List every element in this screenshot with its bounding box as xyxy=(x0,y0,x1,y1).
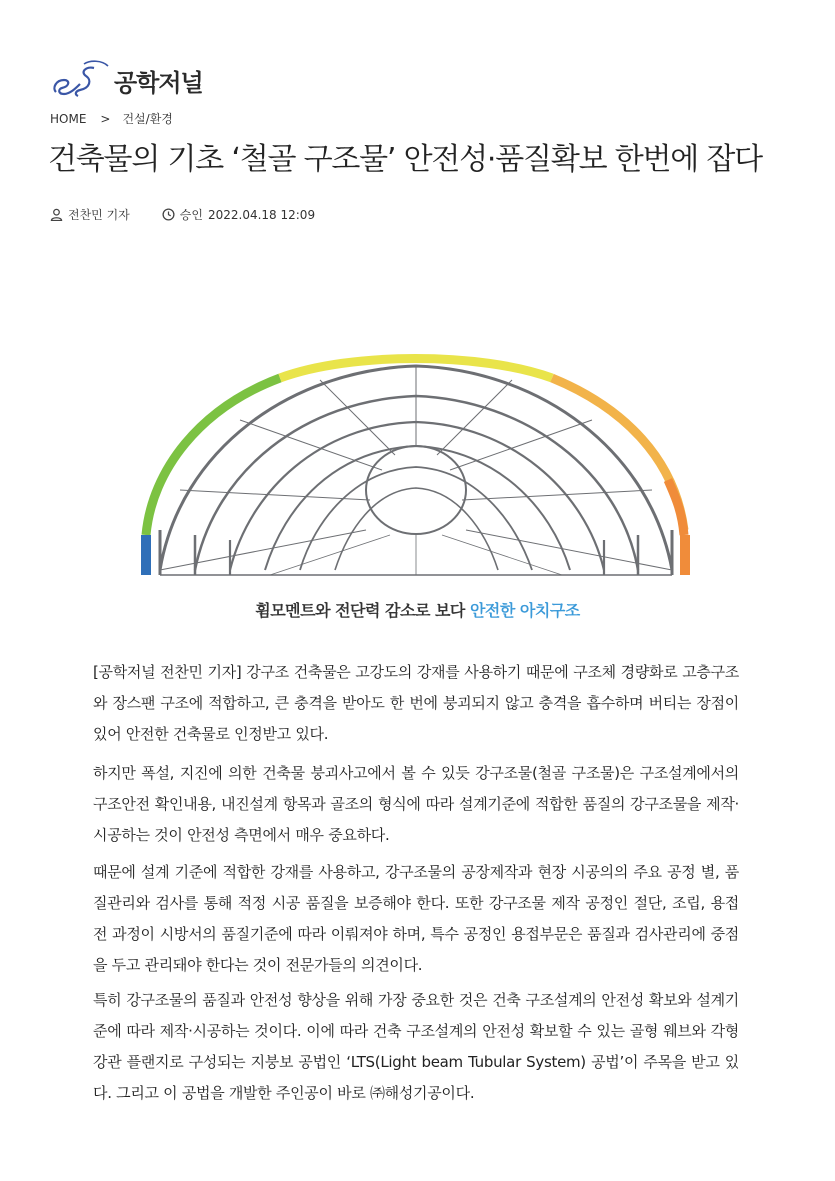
arch-base-right xyxy=(680,535,690,575)
approved-label: 승인 xyxy=(179,208,203,222)
logo-text: 공학저널 xyxy=(114,68,203,97)
article-paragraph-3: 때문에 설계 기준에 적합한 강재를 사용하고, 강구조물의 공장제작과 현장 시공의의 주요 공정 별, 품질관리와 검사를 통해 적정 시공 품질을 보증해야 한다. 또한 강구조물 제작 공정인 절단, 조립, 용접 전 과정이 시방서의 품질기준에 따라 이뤄져야 하며, 특수 공정인 용접부문은 품질과 검사관리에 중점을 두고 관리돼야 한다는 것이 전문가들의 의견이다. xyxy=(93,863,739,974)
article-paragraph-2: 하지만 폭설, 지진에 의한 건축물 붕괴사고에서 볼 수 있듯 강구조물(철골 구조물)은 구조설계에서의 구조안전 확인내용, 내진설계 항목과 골조의 형식에 따라 설계기준에 적합한 품질의 강구조물을 제작·시공하는 것이 안전성 측면에서 매우 중요하다. xyxy=(93,764,739,844)
arch-structure-image xyxy=(120,330,710,630)
page-title: 건축물의 기초 ‘철골 구조물’ 안전성·품질확보 한번에 잡다 xyxy=(48,142,762,177)
chevron-right-icon: > xyxy=(100,111,111,126)
breadcrumb-home[interactable]: HOME xyxy=(50,111,87,126)
person-icon xyxy=(50,208,63,221)
clock-icon xyxy=(162,208,175,221)
logo-mark-icon xyxy=(50,58,112,102)
caption-accent: 안전한 아치구조 xyxy=(469,601,580,620)
article-meta xyxy=(50,206,315,223)
author-name: 전찬민 기자 xyxy=(68,208,130,222)
figure-caption xyxy=(0,598,835,621)
breadcrumb xyxy=(50,110,173,127)
breadcrumb-section[interactable]: 건설/환경 xyxy=(122,112,173,126)
article-paragraph-4: 특히 강구조물의 품질과 안전성 향상을 위해 가장 중요한 것은 건축 구조설계의 안전성 확보와 설계기준에 따라 제작·시공하는 것이다. 이에 따라 건축 구조설계의 안전성 확보할 수 있는 골형 웨브와 각형강관 플랜지로 구성되는 지붕보 공법인 ‘LTS(Light beam Tubular System) 공법’이 주목을 받고 있다. 그리고 이 공법을 개발한 주인공이 바로 ㈜해성기공이다. xyxy=(93,991,739,1102)
article-paragraph-1: [공학저널 전찬민 기자] 강구조 건축물은 고강도의 강재를 사용하기 때문에 구조체 경량화로 고층구조와 장스팬 구조에 적합하고, 큰 충격을 받아도 한 번에 붕괴되지 않고 충격을 흡수하며 버티는 장점이 있어 안전한 건축물로 인정받고 있다. xyxy=(93,663,739,743)
site-logo[interactable] xyxy=(50,58,203,102)
arch-base-left xyxy=(141,535,151,575)
caption-main: 휨모멘트와 전단력 감소로 보다 xyxy=(255,601,470,620)
approved-datetime: 2022.04.18 12:09 xyxy=(207,207,316,222)
